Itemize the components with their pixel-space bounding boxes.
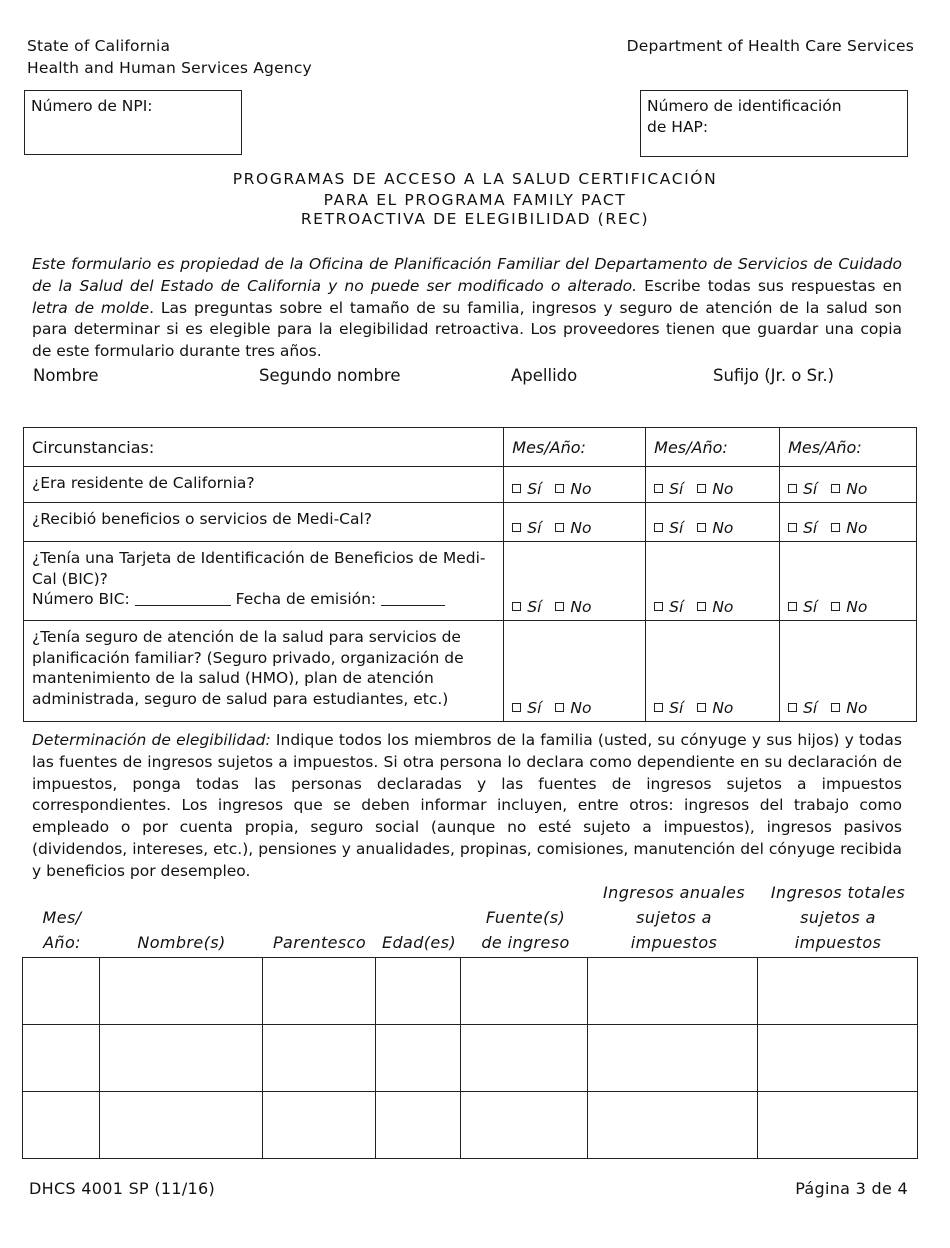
col-month-line2: Año:: [43, 933, 81, 952]
checkbox-icon[interactable]: [697, 602, 706, 611]
col-income-source: [462, 905, 589, 955]
yes-no-choice: [646, 467, 780, 503]
first-name-label[interactable]: Nombre: [33, 366, 99, 385]
checkbox-icon[interactable]: [788, 484, 797, 493]
checkbox-icon[interactable]: [788, 523, 797, 532]
yes-no-choice: [780, 542, 917, 621]
yes-option[interactable]: [512, 519, 541, 537]
checkbox-icon[interactable]: [831, 602, 840, 611]
yes-no-choice: [646, 542, 780, 621]
table-row: [24, 542, 917, 621]
yes-option[interactable]: [654, 598, 683, 616]
no-option[interactable]: [555, 598, 591, 616]
col-total-line3: impuestos: [794, 933, 882, 952]
col-annual-line2: sujetos a: [636, 908, 712, 927]
col-total-line2: sujetos a: [800, 908, 876, 927]
no-label: No: [846, 479, 868, 498]
checkbox-icon[interactable]: [831, 523, 840, 532]
npi-label: Número de NPI:: [31, 97, 153, 115]
checkbox-icon[interactable]: [512, 602, 521, 611]
checkbox-icon[interactable]: [788, 703, 797, 712]
question-medi-cal-benefits: ¿Recibió beneficios o servicios de Medi-Cal?: [24, 503, 504, 542]
col-relationship: Parentesco: [272, 933, 367, 952]
checkbox-icon[interactable]: [788, 602, 797, 611]
yes-label: Sí: [527, 597, 542, 616]
suffix-label[interactable]: Sufijo (Jr. o Sr.): [713, 366, 835, 385]
table-row: [23, 958, 918, 1025]
cell-input[interactable]: [758, 958, 918, 1025]
no-label: No: [570, 597, 592, 616]
col-annual-income: [589, 880, 759, 955]
no-label: No: [570, 479, 592, 498]
cell-input[interactable]: [23, 1092, 100, 1159]
yes-option[interactable]: [654, 699, 683, 717]
checkbox-icon[interactable]: [555, 523, 564, 532]
yes-label: Sí: [669, 518, 684, 537]
yes-label: Sí: [803, 698, 818, 717]
yes-label: Sí: [527, 698, 542, 717]
col-names: Nombre(s): [137, 933, 226, 952]
no-option[interactable]: [697, 699, 733, 717]
no-label: No: [712, 479, 734, 498]
no-label: No: [712, 698, 734, 717]
checkbox-icon[interactable]: [555, 602, 564, 611]
yes-option[interactable]: [654, 519, 683, 537]
cell-input[interactable]: [375, 958, 461, 1025]
cell-input[interactable]: [99, 1025, 262, 1092]
yes-option[interactable]: [788, 598, 817, 616]
cell-input[interactable]: [461, 1025, 588, 1092]
circumstances-header: Circunstancias:: [24, 428, 504, 467]
table-row: [24, 467, 917, 503]
family-income-table: [22, 957, 918, 1159]
yes-option[interactable]: [788, 699, 817, 717]
col-annual-line3: impuestos: [630, 933, 718, 952]
no-label: No: [570, 518, 592, 537]
col-annual-line1: Ingresos anuales: [603, 883, 745, 902]
yes-label: Sí: [527, 518, 542, 537]
checkbox-icon[interactable]: [654, 523, 663, 532]
no-label: No: [712, 518, 734, 537]
checkbox-icon[interactable]: [697, 703, 706, 712]
form-title-line2: PARA EL PROGRAMA FAMILY PACT: [323, 191, 627, 209]
table-row: [23, 1025, 918, 1092]
bic-number-label: Número BIC:: [32, 590, 130, 608]
bic-question-text: ¿Tenía una Tarjeta de Identificación de Beneficios de Medi-Cal (BIC)?: [32, 549, 486, 588]
yes-no-choice: [646, 621, 780, 722]
no-label: No: [846, 518, 868, 537]
checkbox-icon[interactable]: [831, 703, 840, 712]
cell-input[interactable]: [99, 958, 262, 1025]
yes-label: Sí: [803, 597, 818, 616]
last-name-label[interactable]: Apellido: [511, 366, 578, 385]
cell-input[interactable]: [23, 1025, 100, 1092]
hap-label-line1: Número de identificación: [647, 97, 842, 115]
yes-option[interactable]: [654, 480, 683, 498]
form-title-line3: RETROACTIVA DE ELEGIBILIDAD (REC): [300, 210, 650, 228]
checkbox-icon[interactable]: [697, 484, 706, 493]
yes-option[interactable]: [788, 480, 817, 498]
no-option[interactable]: [831, 519, 867, 537]
yes-label: Sí: [669, 698, 684, 717]
checkbox-icon[interactable]: [512, 484, 521, 493]
no-option[interactable]: [555, 480, 591, 498]
checkbox-icon[interactable]: [555, 484, 564, 493]
yes-option[interactable]: [512, 699, 541, 717]
col-age: Edad(es): [381, 933, 457, 952]
intro-paragraph: [32, 254, 902, 363]
yes-label: Sí: [669, 479, 684, 498]
cell-input[interactable]: [758, 1025, 918, 1092]
circumstances-table: [23, 427, 917, 722]
table-header-row: [24, 428, 917, 467]
cell-input[interactable]: [23, 958, 100, 1025]
table-row: [24, 621, 917, 722]
cell-input[interactable]: [375, 1092, 461, 1159]
cell-input[interactable]: [588, 1025, 758, 1092]
yes-no-choice: [780, 503, 917, 542]
cell-input[interactable]: [262, 1025, 375, 1092]
col-source-line2: de ingreso: [481, 933, 570, 952]
intro-ownership-notice: Este formulario es propiedad de la Oficina de Planificación Familiar del Departamento de Servicios de Cuidado de la Salud del Estado de California y no puede ser modificado o alterado.: [32, 255, 902, 295]
table-row: [24, 503, 917, 542]
table-row: [23, 1092, 918, 1159]
state-label: State of California: [27, 37, 171, 55]
checkbox-icon[interactable]: [654, 484, 663, 493]
month-year-header[interactable]: Mes/Año:: [780, 428, 917, 467]
question-california-resident: ¿Era residente de California?: [24, 467, 504, 503]
no-option[interactable]: [697, 598, 733, 616]
yes-label: Sí: [527, 479, 542, 498]
intro-italic-word: letra de molde: [32, 298, 150, 317]
cell-input[interactable]: [375, 1025, 461, 1092]
eligibility-lead: Determinación de elegibilidad:: [32, 731, 271, 749]
checkbox-icon[interactable]: [654, 602, 663, 611]
agency-label: Health and Human Services Agency: [27, 59, 312, 77]
hap-label-line2: de HAP:: [647, 118, 709, 136]
cell-input[interactable]: [588, 1092, 758, 1159]
issue-date-input[interactable]: [381, 592, 445, 606]
cell-input[interactable]: [758, 1092, 918, 1159]
checkbox-icon[interactable]: [831, 484, 840, 493]
no-label: No: [846, 698, 868, 717]
no-option[interactable]: [831, 480, 867, 498]
question-bic-card: [24, 542, 504, 621]
col-total-income: [759, 880, 917, 955]
page-number: Página 3 de 4: [795, 1179, 908, 1198]
yes-label: Sí: [803, 518, 818, 537]
agency-header: [27, 35, 312, 79]
yes-no-choice: [504, 467, 646, 503]
no-option[interactable]: [555, 699, 591, 717]
intro-text-before: Escribe todas sus respuestas en: [637, 276, 902, 295]
hap-id-field[interactable]: [640, 90, 908, 157]
checkbox-icon[interactable]: [697, 523, 706, 532]
cell-input[interactable]: [262, 958, 375, 1025]
col-source-line1: Fuente(s): [485, 908, 566, 927]
col-month-line1: Mes/: [42, 908, 82, 927]
month-year-header[interactable]: Mes/Año:: [504, 428, 646, 467]
question-health-insurance: ¿Tenía seguro de atención de la salud para servicios de planificación familiar? (Seguro privado, organización de mantenimiento de la salud (HMO), plan de atención administrada, seguro de salud para estudiantes, etc.): [24, 621, 504, 722]
yes-no-choice: [646, 503, 780, 542]
checkbox-icon[interactable]: [512, 523, 521, 532]
no-option[interactable]: [697, 519, 733, 537]
bic-number-input[interactable]: [135, 592, 231, 606]
cell-input[interactable]: [461, 1092, 588, 1159]
checkbox-icon[interactable]: [512, 703, 521, 712]
no-option[interactable]: [697, 480, 733, 498]
checkbox-icon[interactable]: [654, 703, 663, 712]
no-option[interactable]: [555, 519, 591, 537]
col-total-line1: Ingresos totales: [770, 883, 906, 902]
npi-field[interactable]: [24, 90, 242, 155]
no-option[interactable]: [831, 598, 867, 616]
yes-label: Sí: [669, 597, 684, 616]
yes-no-choice: [504, 621, 646, 722]
intro-text-after: . Las preguntas sobre el tamaño de su familia, ingresos y seguro de atención de la salud son para determinar si es elegible para la elegibilidad retroactiva. Los proveedores tienen que guardar una copia de este formulario durante tres años.: [32, 298, 902, 361]
yes-no-choice: [504, 503, 646, 542]
cell-input[interactable]: [262, 1092, 375, 1159]
middle-name-label[interactable]: Segundo nombre: [259, 366, 401, 385]
no-label: No: [712, 597, 734, 616]
cell-input[interactable]: [461, 958, 588, 1025]
bic-fields: [32, 589, 495, 610]
no-option[interactable]: [831, 699, 867, 717]
cell-input[interactable]: [99, 1092, 262, 1159]
month-year-header[interactable]: Mes/Año:: [646, 428, 780, 467]
form-title-line1: PROGRAMAS DE ACCESO A LA SALUD CERTIFICACIÓN: [232, 170, 718, 188]
col-month-year: [24, 905, 100, 955]
no-label: No: [570, 698, 592, 717]
eligibility-text: Indique todos los miembros de la familia (usted, su cónyuge y sus hijos) y todas las fuentes de ingresos sujetos a impuestos. Si otra persona lo declara como dependiente en su declaración de impuestos, ponga todas las personas declaradas y las fuentes de ingresos sujetos a impuestos correspondientes. Los ingresos que se deben informar incluyen, entre otros: ingresos del trabajo como empleado o por cuenta propia, seguro social (aunque no esté sujeto a impuestos), ingresos pasivos (dividendos, intereses, etc.), pensiones y anualidades, propinas, comisiones, manutención del cónyuge recibida y beneficios por desempleo.: [32, 731, 902, 880]
yes-label: Sí: [803, 479, 818, 498]
yes-option[interactable]: [788, 519, 817, 537]
form-id: DHCS 4001 SP (11/16): [29, 1179, 216, 1198]
issue-date-label: Fecha de emisión:: [235, 590, 377, 608]
department-label: Department of Health Care Services: [626, 37, 914, 55]
yes-no-choice: [504, 542, 646, 621]
eligibility-paragraph: [32, 730, 902, 883]
yes-option[interactable]: [512, 480, 541, 498]
no-label: No: [846, 597, 868, 616]
yes-no-choice: [780, 621, 917, 722]
yes-no-choice: [780, 467, 917, 503]
yes-option[interactable]: [512, 598, 541, 616]
cell-input[interactable]: [588, 958, 758, 1025]
checkbox-icon[interactable]: [555, 703, 564, 712]
